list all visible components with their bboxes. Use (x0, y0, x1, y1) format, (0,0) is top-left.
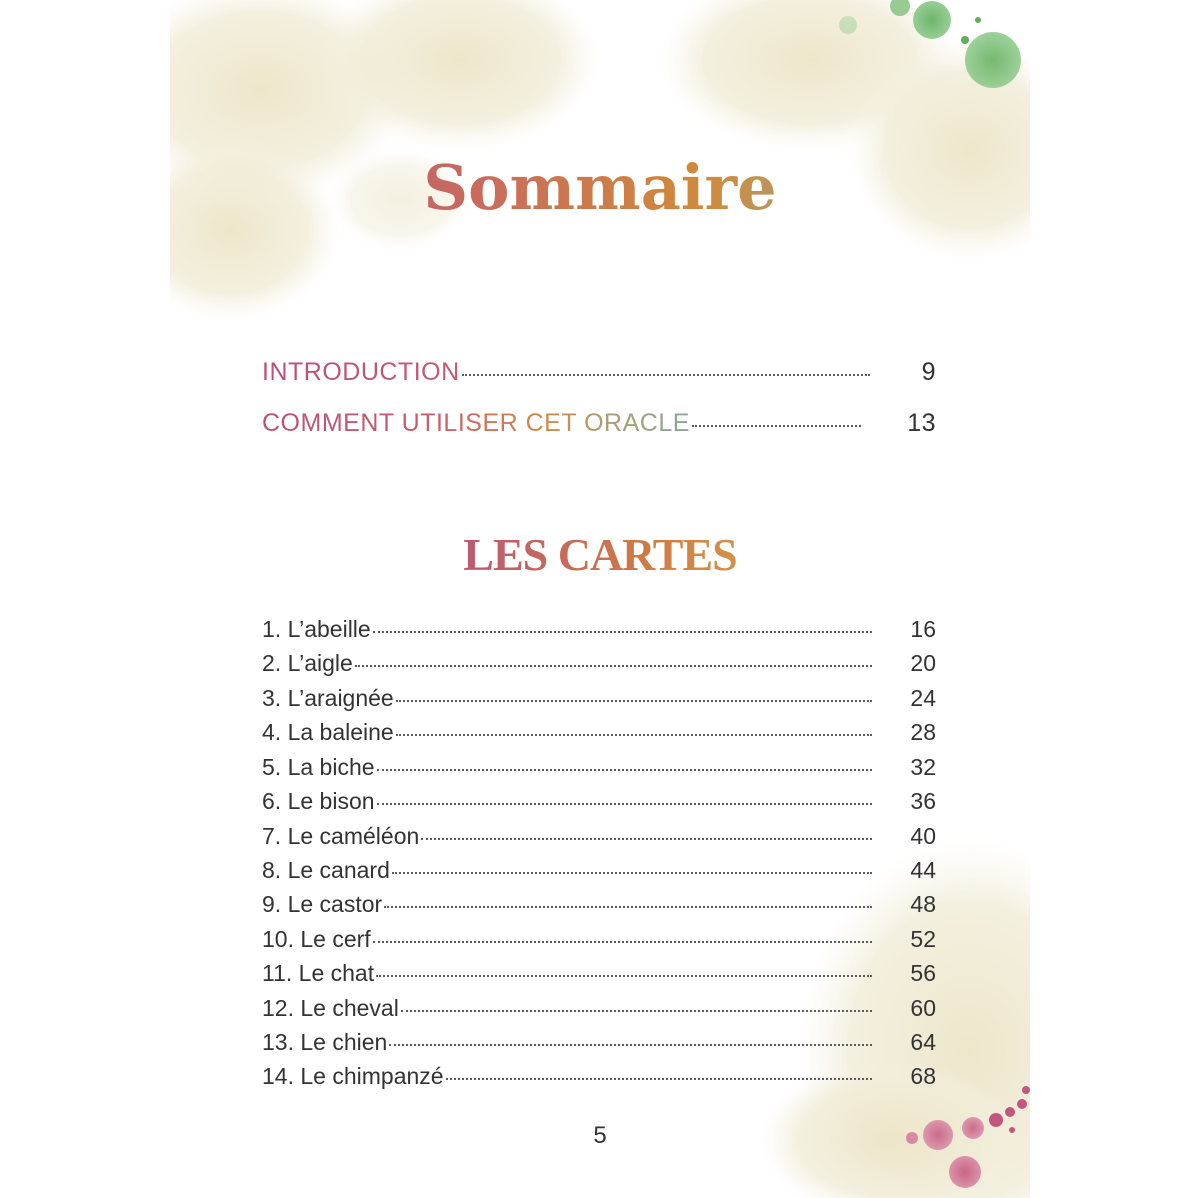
toc-entry-introduction[interactable] (262, 358, 936, 387)
dotted-leader (376, 974, 872, 977)
list-item[interactable] (262, 926, 936, 953)
list-item[interactable] (262, 857, 936, 884)
card-page: 56 (910, 960, 936, 986)
dotted-leader (377, 768, 872, 771)
list-item[interactable] (262, 685, 936, 712)
card-page: 60 (910, 995, 936, 1021)
card-label: 6. Le bison (262, 788, 375, 814)
dotted-leader (421, 837, 872, 840)
list-item[interactable] (262, 754, 936, 781)
card-label: 8. Le canard (262, 857, 390, 883)
list-item[interactable] (262, 788, 936, 815)
card-page: 16 (910, 616, 936, 642)
list-item[interactable] (262, 1029, 936, 1056)
dotted-leader (373, 630, 872, 633)
toc-entry-page: 13 (907, 409, 936, 437)
card-page: 64 (910, 1029, 936, 1055)
dotted-leader (396, 733, 872, 736)
list-item[interactable] (262, 960, 936, 987)
list-item[interactable] (262, 616, 936, 643)
toc-entry-comment-utiliser[interactable] (262, 409, 936, 438)
book-page (170, 0, 1030, 1198)
card-page: 36 (910, 788, 936, 814)
card-label: 5. La biche (262, 754, 375, 780)
dotted-leader (462, 373, 870, 376)
dotted-leader (392, 871, 872, 874)
card-label: 14. Le chimpanzé (262, 1063, 444, 1089)
dotted-leader (373, 940, 872, 943)
card-page: 32 (910, 754, 936, 780)
card-label: 9. Le castor (262, 891, 383, 917)
dotted-leader (377, 802, 872, 805)
dotted-leader (355, 664, 872, 667)
dotted-leader (692, 424, 861, 427)
page-number: 5 (593, 1122, 607, 1149)
page-title: Sommaire (170, 148, 1030, 228)
dotted-leader (446, 1077, 872, 1080)
card-page: 24 (910, 685, 936, 711)
card-label: 2. L’aigle (262, 650, 353, 676)
card-label: 3. L’araignée (262, 685, 394, 711)
dotted-leader (384, 905, 872, 908)
card-label: 10. Le cerf (262, 926, 371, 952)
list-item[interactable] (262, 1063, 936, 1090)
card-page: 20 (910, 650, 936, 676)
toc-entry-label: INTRODUCTION (262, 358, 460, 386)
card-label: 4. La baleine (262, 719, 394, 745)
card-page: 40 (910, 823, 936, 849)
card-label: 1. L’abeille (262, 616, 371, 642)
card-page: 28 (910, 719, 936, 745)
list-item[interactable] (262, 823, 936, 850)
card-label: 13. Le chien (262, 1029, 388, 1055)
toc-entry-page: 9 (921, 358, 936, 386)
card-page: 44 (910, 857, 936, 883)
card-page: 48 (910, 891, 936, 917)
list-item[interactable] (262, 719, 936, 746)
list-item[interactable] (262, 891, 936, 918)
list-item[interactable] (262, 650, 936, 677)
section-title: LES CARTES (170, 527, 1030, 583)
card-label: 12. Le cheval (262, 995, 399, 1021)
card-label: 7. Le caméléon (262, 823, 420, 849)
card-page: 52 (910, 926, 936, 952)
toc-entry-label: COMMENT UTILISER CET ORACLE (262, 409, 690, 437)
card-label: 11. Le chat (262, 960, 375, 986)
dotted-leader (389, 1043, 872, 1046)
dotted-leader (396, 699, 872, 702)
dotted-leader (401, 1009, 872, 1012)
list-item[interactable] (262, 995, 936, 1022)
card-page: 68 (910, 1063, 936, 1089)
